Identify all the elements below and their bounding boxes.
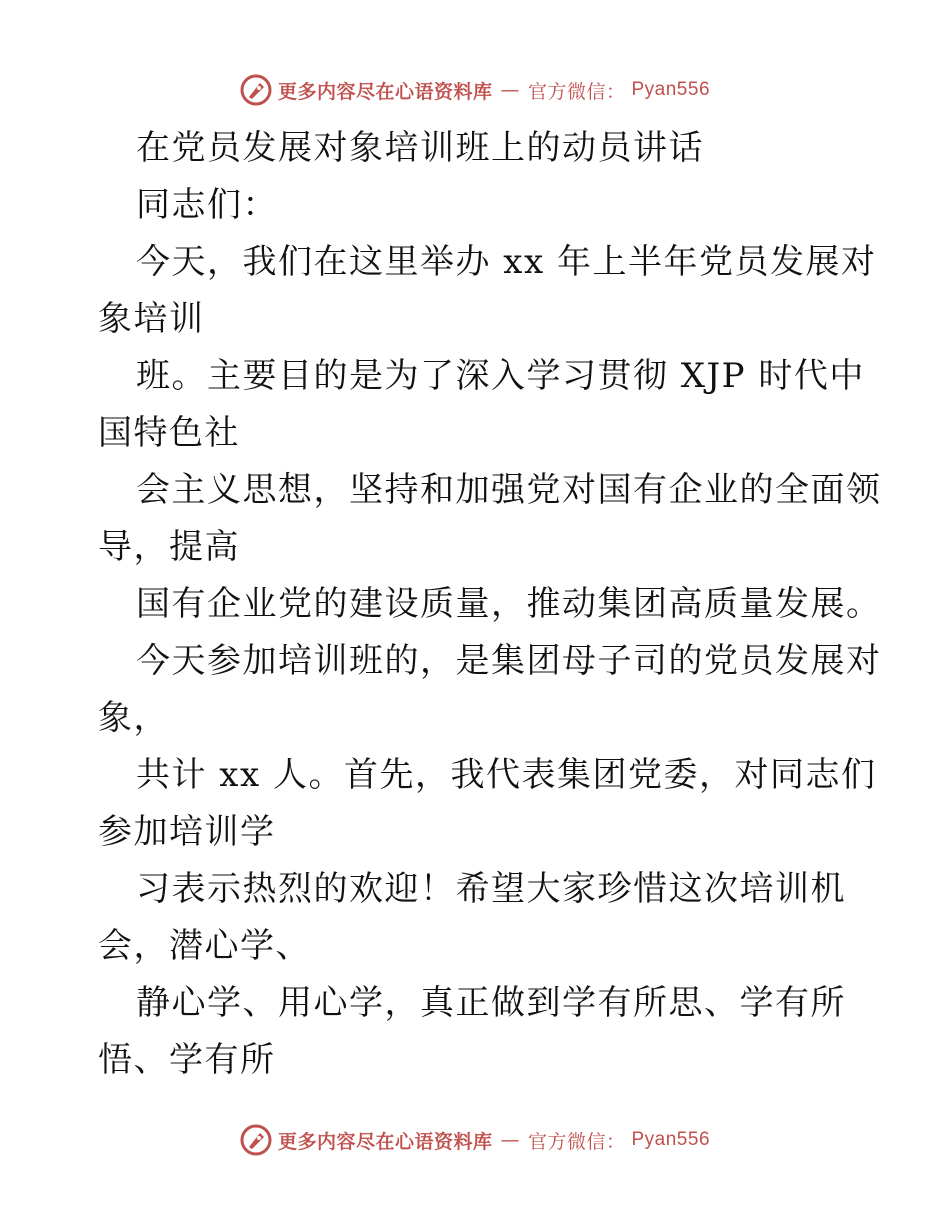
header-wechat-label: 官方微信： (527, 80, 626, 103)
paragraph-line: 静心学、用心学，真正做到学有所思、学有所 (136, 983, 846, 1023)
paragraph-line: 同志们： (136, 185, 278, 225)
footer-wechat-id: Pyan556 (631, 1129, 711, 1150)
header-separator: — (500, 79, 520, 101)
paragraph-line: 今天参加培训班的，是集团母子司的党员发展对 (136, 641, 882, 681)
paragraph-line: 会，潜心学、 (98, 926, 311, 966)
paragraph-line: 班。主要目的是为了深入学习贯彻 XJP 时代中 (136, 356, 865, 396)
header-brand-text: 更多内容尽在心语资料库 (277, 80, 493, 103)
footer-wechat-label: 官方微信： (527, 1130, 626, 1153)
footer-brand-text: 更多内容尽在心语资料库 (277, 1130, 493, 1153)
paragraph-line: 会主义思想，坚持和加强党对国有企业的全面领 (136, 470, 882, 510)
paragraph-line: 国有企业党的建设质量，推动集团高质量发展。 (136, 584, 882, 624)
pen-nib-logo-icon (240, 74, 272, 106)
paragraph-line: 今天，我们在这里举办 xx 年上半年党员发展对 (136, 242, 877, 282)
pen-nib-logo-icon (240, 1124, 272, 1156)
paragraph-line: 象， (98, 698, 169, 738)
document-title: 在党员发展对象培训班上的动员讲话 (136, 128, 704, 168)
paragraph-line: 共计 xx 人。首先，我代表集团党委，对同志们 (136, 755, 877, 795)
header-banner (0, 70, 950, 110)
footer-banner (0, 1120, 950, 1160)
paragraph-line: 国特色社 (98, 413, 240, 453)
paragraph-line: 导，提高 (98, 527, 240, 567)
document-body (98, 120, 882, 1089)
paragraph-line: 参加培训学 (98, 812, 276, 852)
paragraph-line: 象培训 (98, 299, 205, 339)
footer-banner-content (240, 1124, 710, 1156)
header-banner-content (240, 74, 710, 106)
paragraph-line: 悟、学有所 (98, 1040, 276, 1080)
paragraph-line: 习表示热烈的欢迎！希望大家珍惜这次培训机 (136, 869, 846, 909)
footer-separator: — (500, 1129, 520, 1151)
header-wechat-id: Pyan556 (631, 79, 711, 100)
